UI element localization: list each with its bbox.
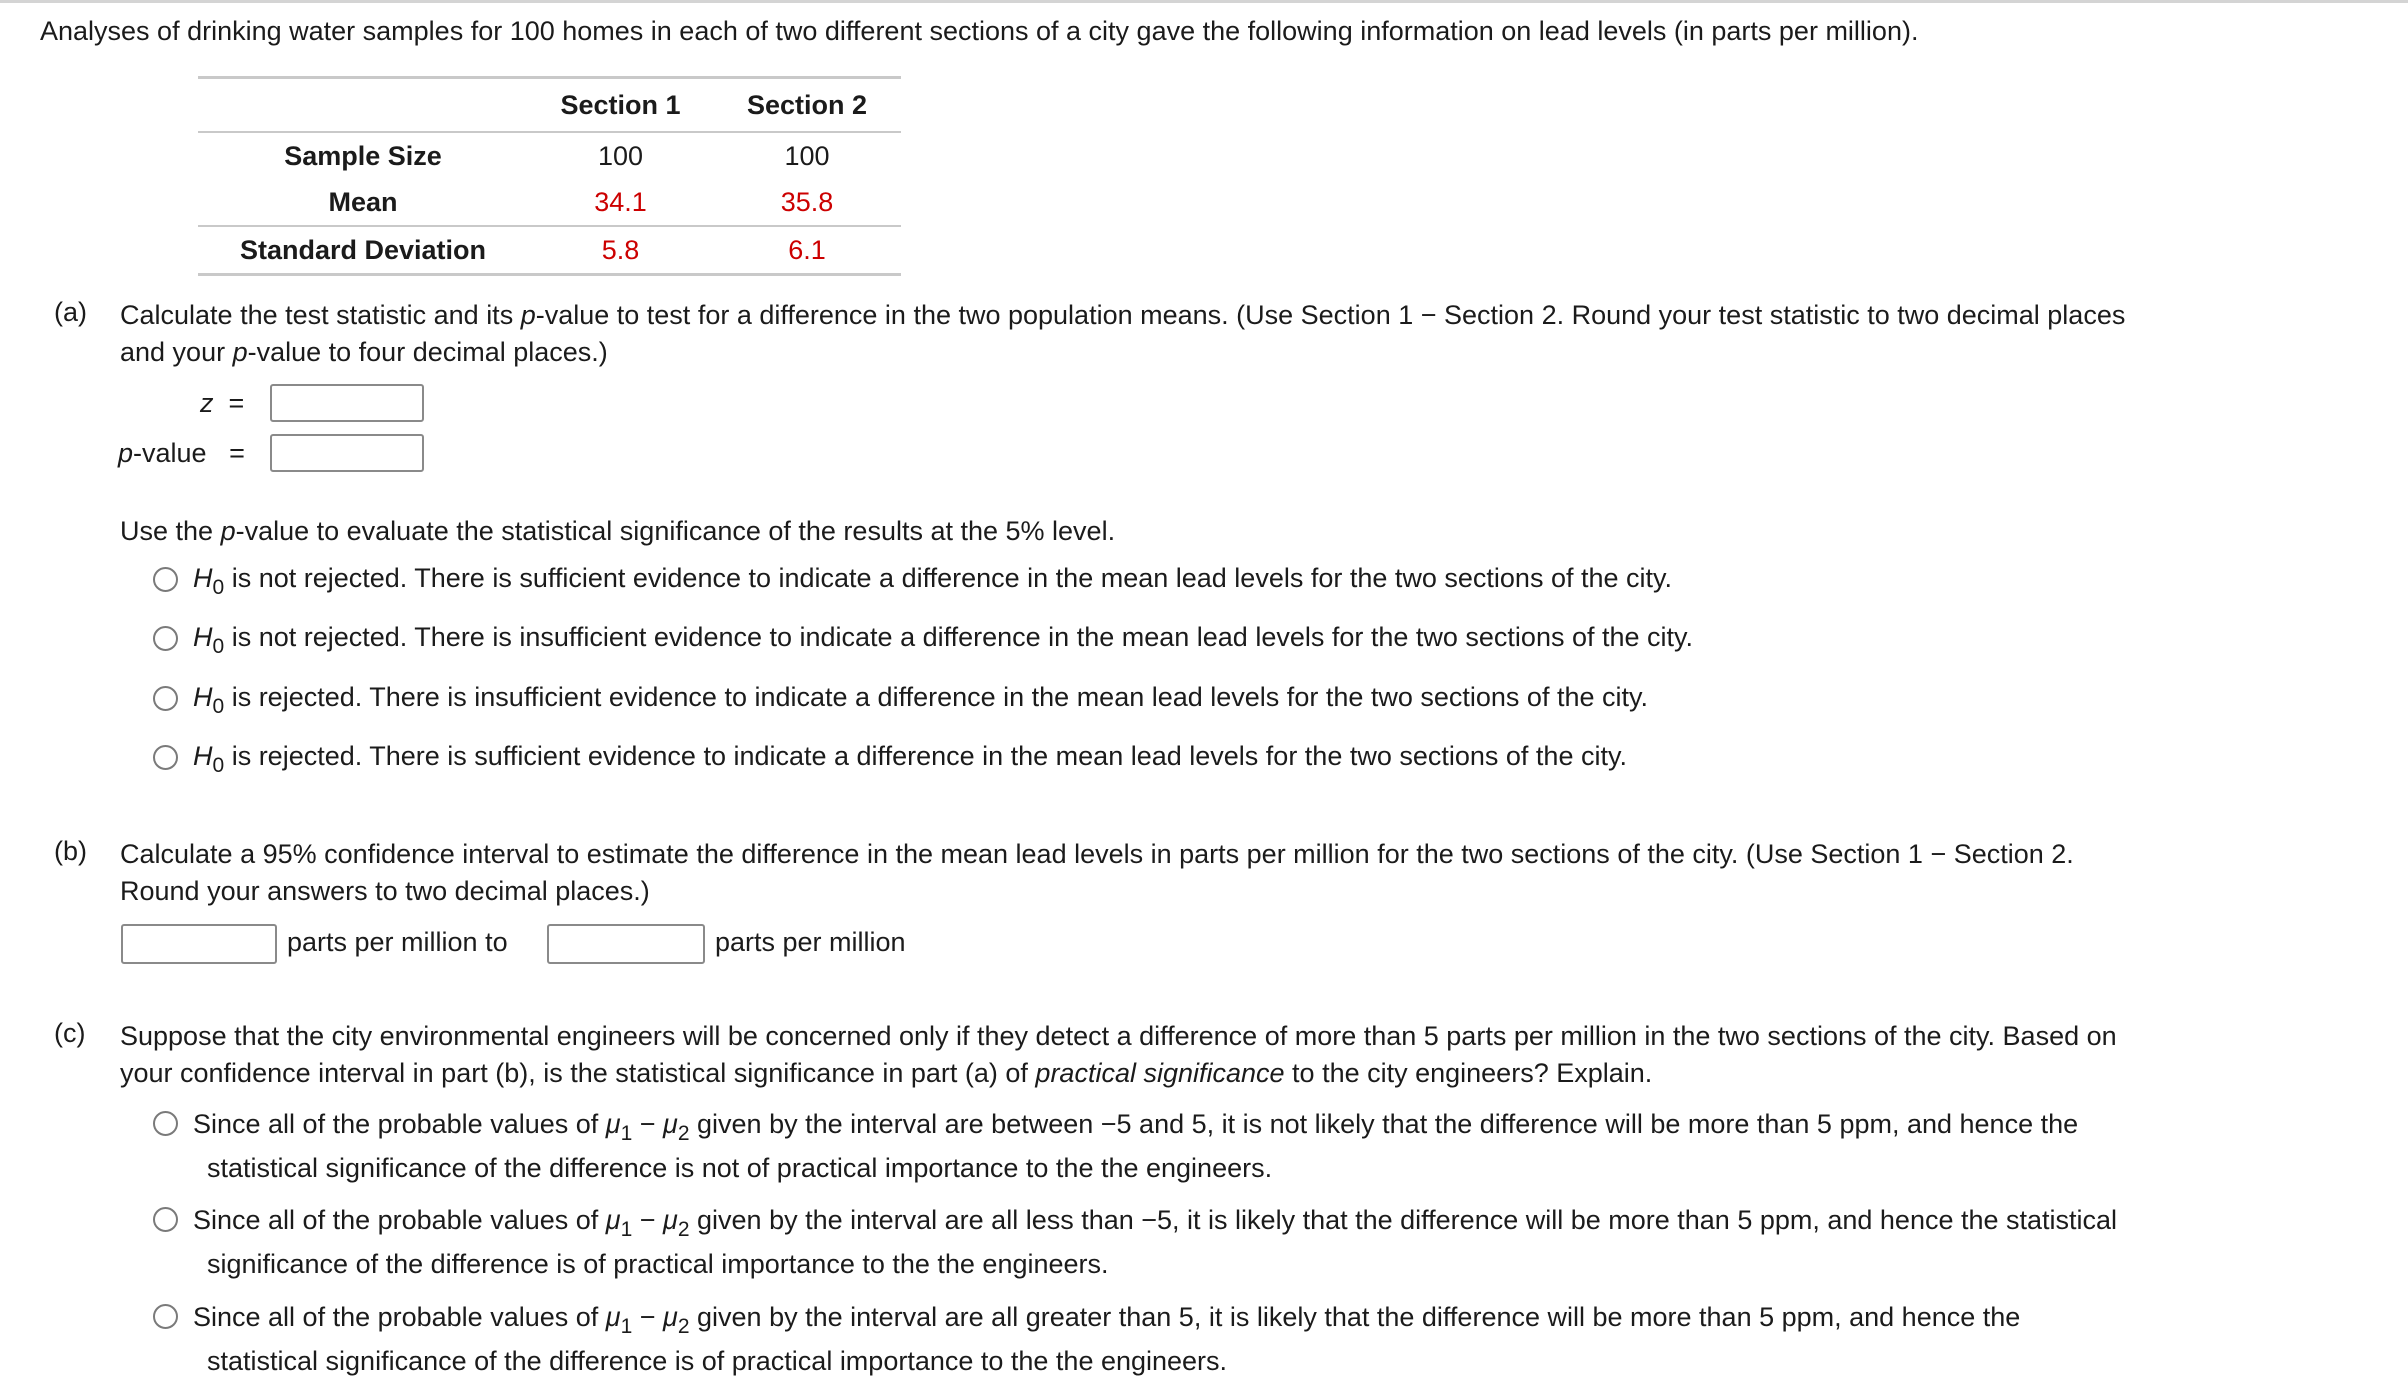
a-option-4-label: is rejected. There is sufficient evidence to indicate a difference in the mean lead levels for the two sections of the city. — [224, 741, 1627, 771]
intro-text: Analyses of drinking water samples for 100 homes in each of two different sections of a city gave the following information on lead levels (in parts per million). — [40, 16, 1919, 46]
c-option-1-line1: given by the interval are between −5 and 5, it is not likely that the difference will be more than 5 ppm, and hence the — [689, 1109, 2079, 1139]
sample-size-section1: 100 — [528, 132, 713, 179]
h-symbol: H — [193, 682, 213, 712]
a-option-2-text — [193, 622, 1694, 658]
a-option-3-text — [193, 682, 1648, 718]
ci-unit-to: parts per million to — [287, 927, 508, 957]
mu-sub-1: 1 — [620, 1218, 633, 1241]
ci-upper-input[interactable] — [547, 924, 705, 964]
radio-c-option-1[interactable] — [153, 1111, 178, 1136]
part-a-use-text — [120, 513, 2370, 550]
minus-sign: − — [632, 1205, 664, 1235]
mu-symbol: μ — [663, 1302, 678, 1332]
row-label-std-dev: Standard Deviation — [198, 226, 528, 275]
mu-symbol: μ — [663, 1109, 678, 1139]
c-option-3-prefix: Since all of the probable values of — [193, 1302, 606, 1332]
part-c-text2a: your confidence interval in part (b), is the statistical significance in part (a) of — [120, 1058, 1036, 1088]
radio-c-option-2[interactable] — [153, 1207, 178, 1232]
mean-section1: 34.1 — [594, 186, 647, 217]
z-label — [200, 388, 244, 419]
mu-sub-1: 1 — [620, 1315, 633, 1338]
c-option-2-text — [193, 1198, 2373, 1286]
part-a-p: p — [520, 300, 536, 330]
mu-symbol: μ — [605, 1109, 621, 1139]
radio-a-option-4[interactable] — [153, 745, 178, 770]
h-symbol: H — [193, 741, 213, 771]
part-b-prompt — [120, 836, 2370, 910]
row-label-mean: Mean — [328, 186, 398, 217]
table-row — [198, 226, 901, 275]
part-c-text2b: to the city engineers? Explain. — [1284, 1058, 1653, 1088]
c-option-2-line2: significance of the difference is of practical importance to the the engineers. — [207, 1249, 1109, 1279]
z-symbol: z — [200, 388, 214, 418]
c-option-1-text — [193, 1102, 2373, 1190]
table-header-section2: Section 2 — [746, 89, 868, 120]
mean-section2: 35.8 — [780, 186, 834, 217]
data-table — [198, 76, 901, 276]
c-option-1-prefix: Since all of the probable values of — [193, 1109, 606, 1139]
mu-sub-1: 1 — [620, 1122, 633, 1145]
row-label-sample-size: Sample Size — [198, 132, 528, 179]
ci-lower-input[interactable] — [121, 924, 277, 964]
radio-a-option-3[interactable] — [153, 686, 178, 711]
radio-a-option-2[interactable] — [153, 626, 178, 651]
pvalue-input[interactable] — [270, 434, 424, 472]
use-text2: -value to evaluate the statistical significance of the results at the 5% level. — [235, 516, 1116, 546]
c-option-1-line2: statistical significance of the difference is not of practical importance to the the engineers. — [207, 1153, 1273, 1183]
table-header-row — [198, 78, 901, 133]
z-equals: = — [228, 388, 245, 418]
table-header-empty — [198, 78, 528, 133]
radio-a-option-1[interactable] — [153, 567, 178, 592]
table-row — [198, 132, 901, 179]
pvalue-equals: = — [229, 438, 245, 468]
std-dev-section2: 6.1 — [713, 226, 901, 275]
part-b-label: (b) — [54, 836, 87, 866]
c-option-3-line2: statistical significance of the difference is of practical importance to the the engineers. — [207, 1346, 1228, 1376]
part-a-text4: -value to four decimal places.) — [247, 337, 608, 367]
pvalue-label — [118, 438, 245, 469]
a-option-2-label: is not rejected. There is insufficient evidence to indicate a difference in the mean lead levels for the two sections of the city. — [224, 622, 1694, 652]
mu-sub-2: 2 — [677, 1315, 690, 1338]
use-text1: Use the — [120, 516, 221, 546]
a-option-1-label: is not rejected. There is sufficient evidence to indicate a difference in the mean lead levels for the two sections of the city. — [224, 563, 1672, 593]
part-c-prompt — [120, 1018, 2370, 1092]
part-a-prompt — [120, 297, 2370, 371]
part-c-text1: Suppose that the city environmental engineers will be concerned only if they detect a difference of more than 5 parts per million in the two sections of the city. Based on — [120, 1021, 2117, 1051]
part-a-text3: and your — [120, 337, 233, 367]
sample-size-section2: 100 — [713, 132, 901, 179]
minus-sign: − — [632, 1302, 664, 1332]
c-option-3-line1: given by the interval are all greater than 5, it is likely that the difference will be more than 5 ppm, and hence the — [689, 1302, 2021, 1332]
mu-sub-2: 2 — [677, 1122, 690, 1145]
a-option-1-text — [193, 563, 1672, 599]
table-row — [198, 179, 901, 226]
mu-sub-2: 2 — [677, 1218, 690, 1241]
radio-c-option-3[interactable] — [153, 1304, 178, 1329]
a-option-4-text — [193, 741, 1627, 777]
part-a-text2: -value to test for a difference in the two population means. (Use Section 1 − Section 2. Round your test statistic to two decimal places — [535, 300, 2126, 330]
c-option-2-line1: given by the interval are all less than −5, it is likely that the difference will be more than 5 ppm, and hence the statistical — [689, 1205, 2118, 1235]
ci-unit-end: parts per million — [715, 927, 906, 957]
c-option-3-text — [193, 1295, 2373, 1383]
c-option-2-prefix: Since all of the probable values of — [193, 1205, 606, 1235]
part-a-p2: p — [232, 337, 248, 367]
mu-symbol: μ — [605, 1205, 621, 1235]
mu-symbol: μ — [605, 1302, 621, 1332]
part-a-text1: Calculate the test statistic and its — [120, 300, 521, 330]
use-p: p — [220, 516, 236, 546]
top-border — [0, 0, 2408, 3]
part-a-label: (a) — [54, 297, 87, 327]
table-header-section1: Section 1 — [560, 89, 681, 120]
minus-sign: − — [632, 1109, 664, 1139]
h-subscript: 0 — [212, 576, 225, 599]
z-input[interactable] — [270, 384, 424, 422]
a-option-3-label: is rejected. There is insufficient evidence to indicate a difference in the mean lead levels for the two sections of the city. — [224, 682, 1648, 712]
part-c-label: (c) — [54, 1018, 86, 1048]
h-subscript: 0 — [212, 635, 225, 658]
part-c-italic: practical significance — [1035, 1058, 1285, 1088]
h-symbol: H — [193, 563, 213, 593]
h-subscript: 0 — [212, 754, 225, 777]
pvalue-suffix: -value — [133, 438, 207, 468]
h-subscript: 0 — [212, 695, 225, 718]
h-symbol: H — [193, 622, 213, 652]
part-b-text2: Round your answers to two decimal places.) — [120, 876, 650, 906]
std-dev-section1: 5.8 — [528, 226, 713, 275]
pvalue-p: p — [118, 438, 134, 468]
mu-symbol: μ — [663, 1205, 678, 1235]
part-b-text1: Calculate a 95% confidence interval to estimate the difference in the mean lead levels in parts per million for the two sections of the city. (Use Section 1 − Section 2. — [120, 839, 2074, 869]
